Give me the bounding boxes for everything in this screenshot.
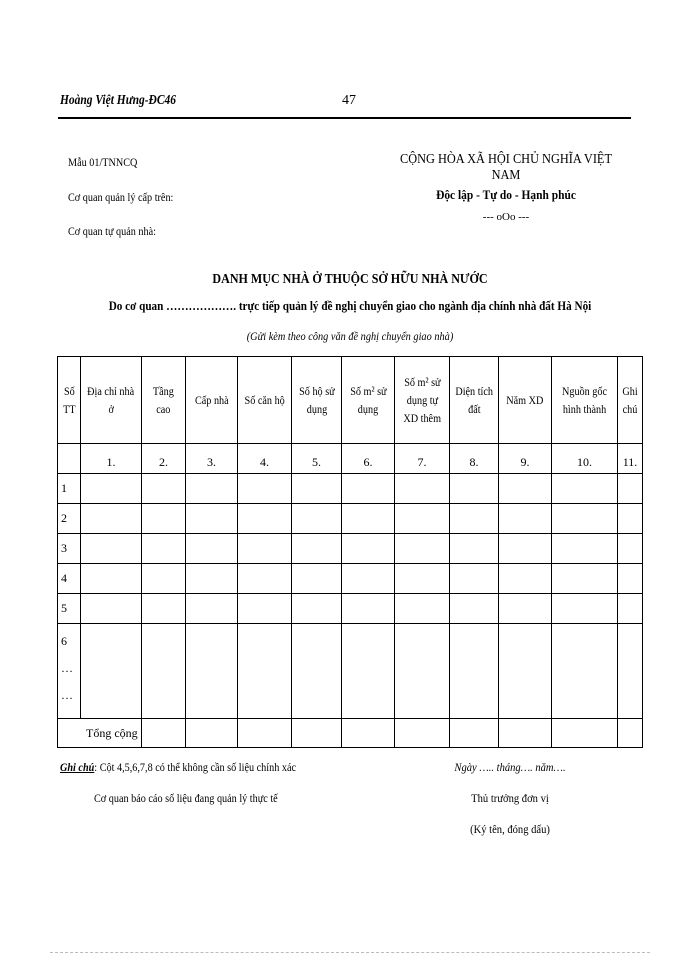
table-cell[interactable]	[238, 564, 292, 594]
table-cell[interactable]	[81, 504, 142, 534]
table-cell[interactable]	[142, 534, 186, 564]
footnote	[60, 760, 296, 775]
table-cell[interactable]	[450, 719, 499, 748]
row-number: 1	[58, 474, 81, 504]
table-cell[interactable]	[552, 594, 618, 624]
header-rule	[58, 117, 631, 119]
table-cell[interactable]	[450, 504, 499, 534]
table-cell[interactable]	[142, 624, 186, 719]
column-number: 4.	[238, 444, 292, 474]
form-code: Mẫu 01/TNNCQ	[68, 155, 138, 169]
table-cell[interactable]	[499, 534, 552, 564]
column-number: 9.	[499, 444, 552, 474]
table-cell[interactable]	[292, 719, 342, 748]
header-cell: Diện tích đất	[450, 357, 499, 444]
header-cell: Năm XD	[499, 357, 552, 444]
table-cell[interactable]	[186, 624, 238, 719]
column-number: 8.	[450, 444, 499, 474]
column-number: 1.	[81, 444, 142, 474]
table-cell[interactable]	[618, 504, 643, 534]
table-cell[interactable]	[142, 564, 186, 594]
table-cell[interactable]	[499, 594, 552, 624]
column-number: 10.	[552, 444, 618, 474]
total-row	[58, 719, 643, 748]
table-cell[interactable]	[186, 504, 238, 534]
table-cell[interactable]	[142, 594, 186, 624]
document-author: Hoàng Việt Hưng-ĐC46	[60, 93, 176, 108]
signature-instruction: (Ký tên, đóng dấu)	[470, 822, 550, 836]
table-cell[interactable]	[618, 624, 643, 719]
column-number-row	[58, 444, 643, 474]
footnote-label: Ghi chú	[60, 760, 95, 774]
table-cell[interactable]	[450, 564, 499, 594]
table-cell[interactable]	[186, 564, 238, 594]
table-cell[interactable]	[450, 474, 499, 504]
table-row	[58, 474, 643, 504]
header-cell: Địa chỉ nhà ở	[81, 357, 142, 444]
table-cell[interactable]	[81, 564, 142, 594]
header-cell: Số m² sử dụng	[342, 357, 395, 444]
footnote-text: : Cột 4,5,6,7,8 có thể không cần số liệu chính xác	[94, 760, 297, 774]
table-cell[interactable]	[342, 564, 395, 594]
table-cell[interactable]	[81, 624, 142, 719]
table-cell[interactable]	[81, 594, 142, 624]
table-cell[interactable]	[238, 534, 292, 564]
table-cell[interactable]	[395, 564, 450, 594]
table-header-row	[58, 357, 643, 444]
column-number: 11.	[618, 444, 643, 474]
table-cell[interactable]	[395, 504, 450, 534]
column-number: 5.	[292, 444, 342, 474]
table-cell[interactable]	[292, 474, 342, 504]
table-row	[58, 534, 643, 564]
table-cell[interactable]	[499, 474, 552, 504]
page-number: 47	[342, 93, 356, 108]
signer-title: Thủ trưởng đơn vị	[471, 791, 549, 805]
table-cell[interactable]	[342, 719, 395, 748]
table-cell[interactable]	[552, 474, 618, 504]
table-cell	[58, 444, 81, 474]
table-cell[interactable]	[238, 474, 292, 504]
header-cell: Số hộ sử dụng	[292, 357, 342, 444]
header-cell: Ghi chú	[618, 357, 643, 444]
superior-agency-label: Cơ quan quản lý cấp trên:	[68, 190, 174, 204]
header-cell: Cấp nhà	[186, 357, 238, 444]
column-number: 3.	[186, 444, 238, 474]
table-cell[interactable]	[342, 534, 395, 564]
table-cell[interactable]	[142, 474, 186, 504]
header-cell: Số căn hộ	[238, 357, 292, 444]
table-cell[interactable]	[552, 504, 618, 534]
table-row	[58, 624, 643, 719]
table-cell[interactable]	[342, 624, 395, 719]
table-cell[interactable]	[450, 624, 499, 719]
national-motto: Độc lập - Tự do - Hạnh phúc	[436, 187, 576, 202]
self-managing-agency-label: Cơ quan tự quản nhà:	[68, 224, 156, 238]
table-cell[interactable]	[81, 474, 142, 504]
table-row	[58, 564, 643, 594]
table-cell[interactable]	[238, 504, 292, 534]
total-label: Tổng cộng	[58, 719, 142, 748]
table-cell[interactable]	[395, 534, 450, 564]
date-line: Ngày ….. tháng…. năm….	[454, 760, 566, 774]
table-cell[interactable]	[81, 534, 142, 564]
motto-divider: --- oOo ---	[482, 211, 530, 223]
table-cell[interactable]	[238, 624, 292, 719]
table-cell[interactable]	[552, 624, 618, 719]
header-cell: Tầng cao	[142, 357, 186, 444]
table-cell[interactable]	[292, 594, 342, 624]
national-title: CỘNG HÒA XÃ HỘI CHỦ NGHĨA VIỆT NAM	[400, 152, 612, 183]
table-cell[interactable]	[292, 624, 342, 719]
table-cell[interactable]	[186, 534, 238, 564]
table-cell[interactable]	[186, 594, 238, 624]
table-cell[interactable]	[342, 504, 395, 534]
reporting-agency: Cơ quan báo cáo số liệu đang quản lý thực tế	[94, 791, 278, 805]
housing-list-table	[57, 356, 643, 748]
table-cell[interactable]	[499, 564, 552, 594]
column-number: 7.	[395, 444, 450, 474]
table-cell[interactable]	[342, 474, 395, 504]
table-cell[interactable]	[618, 474, 643, 504]
table-cell[interactable]	[395, 594, 450, 624]
table-cell[interactable]	[450, 534, 499, 564]
page-bottom-rule	[50, 952, 650, 953]
table-cell[interactable]	[395, 719, 450, 748]
table-row	[58, 594, 643, 624]
table-row	[58, 504, 643, 534]
table-cell[interactable]	[292, 504, 342, 534]
table-cell[interactable]	[618, 594, 643, 624]
table-cell[interactable]	[395, 624, 450, 719]
table-cell[interactable]	[238, 594, 292, 624]
table-cell[interactable]	[618, 564, 643, 594]
header-cell: Số TT	[58, 357, 81, 444]
table-cell[interactable]	[552, 564, 618, 594]
table-cell[interactable]	[142, 504, 186, 534]
table-cell[interactable]	[186, 474, 238, 504]
row-number: 4	[58, 564, 81, 594]
table-cell[interactable]	[342, 594, 395, 624]
table-cell[interactable]	[618, 719, 643, 748]
table-cell[interactable]	[142, 719, 186, 748]
table-cell[interactable]	[186, 719, 238, 748]
table-cell[interactable]	[292, 564, 342, 594]
row-number: 3	[58, 534, 81, 564]
table-cell[interactable]	[618, 534, 643, 564]
table-cell[interactable]	[499, 719, 552, 748]
table-cell[interactable]	[292, 534, 342, 564]
table-cell[interactable]	[552, 719, 618, 748]
document-title: DANH MỤC NHÀ Ở THUỘC SỞ HỮU NHÀ NƯỚC	[212, 272, 488, 287]
header-cell: Số m² sử dụng tự XD thêm	[395, 357, 450, 444]
row-number: 2	[58, 504, 81, 534]
table-cell[interactable]	[499, 504, 552, 534]
table-cell[interactable]	[552, 534, 618, 564]
table-cell[interactable]	[238, 719, 292, 748]
column-number: 6.	[342, 444, 395, 474]
header-cell: Nguồn gốc hình thành	[552, 357, 618, 444]
row-number: 6 … …	[58, 624, 81, 719]
table-cell[interactable]	[395, 474, 450, 504]
document-subtitle: Do cơ quan ………………. trực tiếp quản lý đề nghị chuyển giao cho ngành địa chính nhà đất Hà Nội	[108, 298, 592, 313]
table-cell[interactable]	[499, 624, 552, 719]
table-cell[interactable]	[450, 594, 499, 624]
column-number: 2.	[142, 444, 186, 474]
row-number: 5	[58, 594, 81, 624]
document-attachment-note: (Gửi kèm theo công văn đề nghị chuyển giao nhà)	[246, 329, 454, 343]
